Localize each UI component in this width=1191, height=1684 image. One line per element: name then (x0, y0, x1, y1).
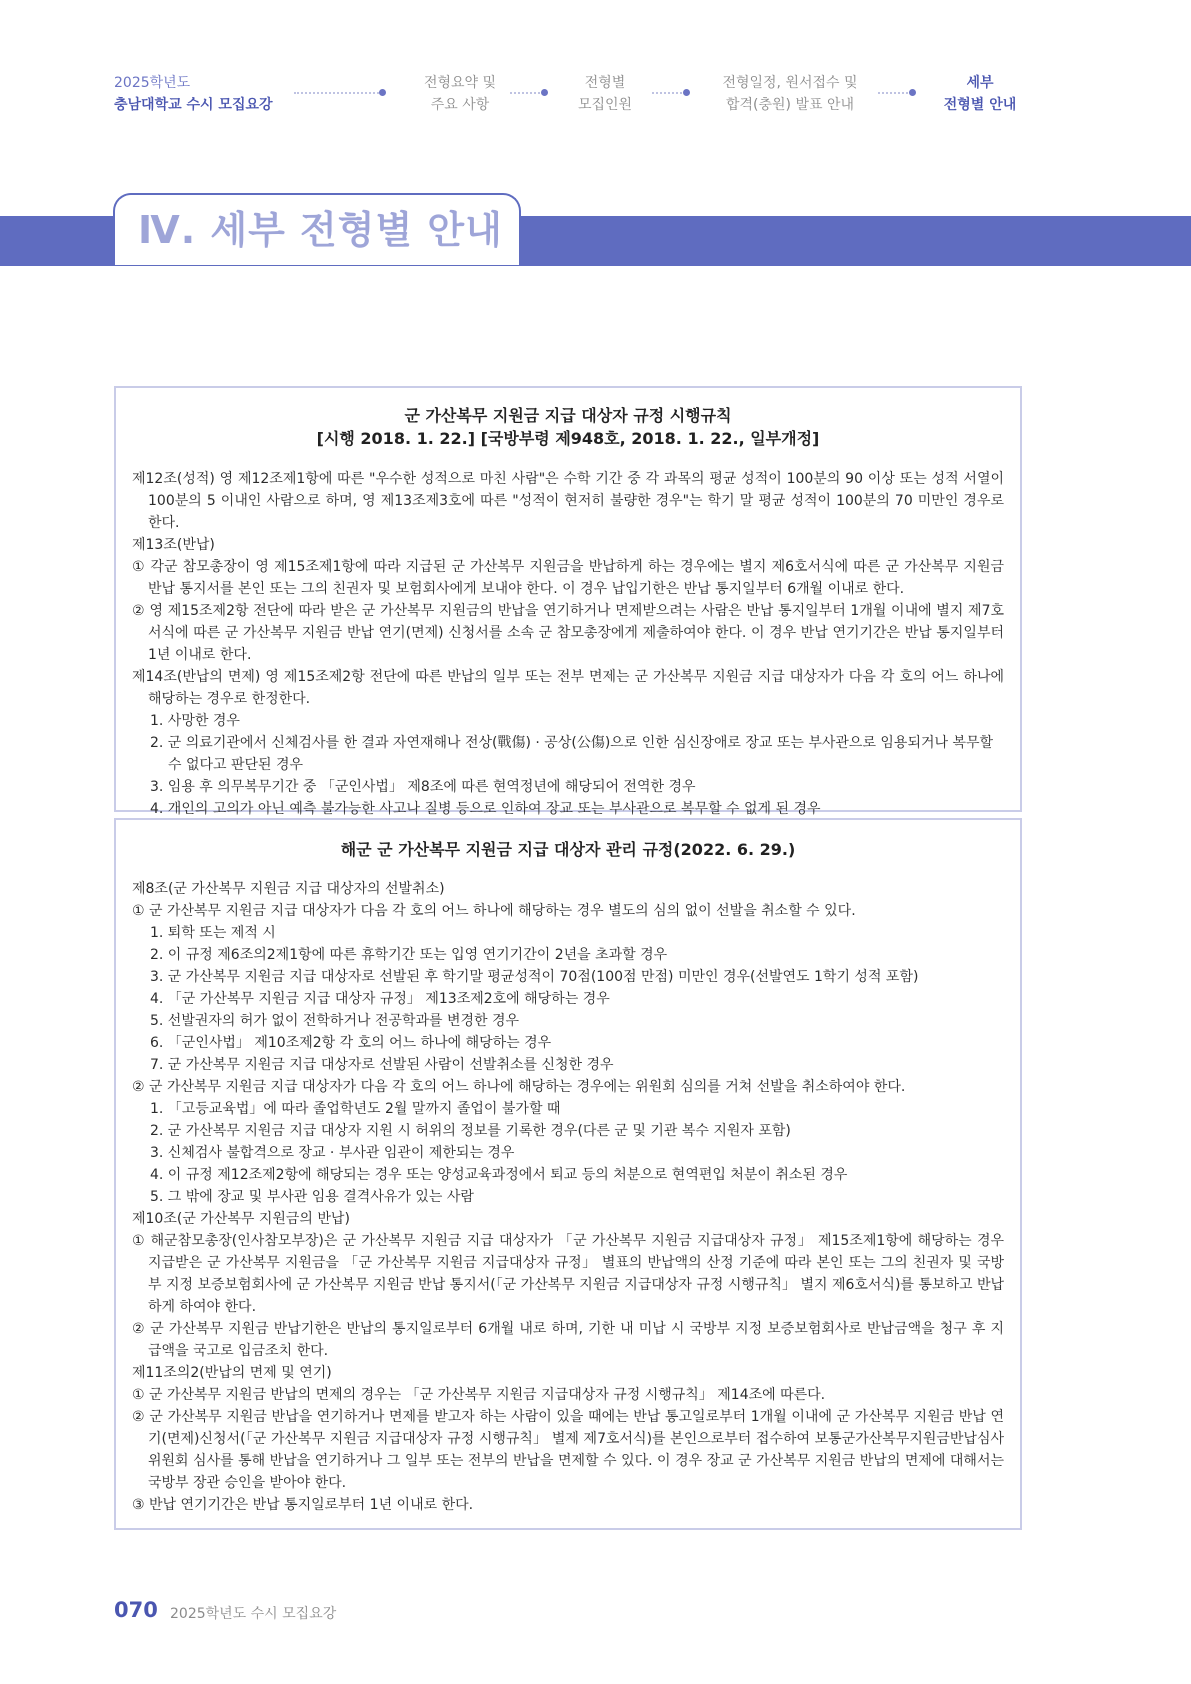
article-heading: 제11조의2(반납의 면제 및 연기) (132, 1365, 332, 1381)
clause-text: ③ 반납 연기기간은 반납 통지일로부터 1년 이내로 한다. (132, 1497, 474, 1513)
nav-step-label: 모집인원 (577, 97, 633, 113)
nav-step-label: 전형요약 및 (423, 75, 497, 91)
nav-step-label: 전형별 (584, 75, 626, 91)
list-item: 5. 선발권자의 허가 없이 전학하거나 전공학과를 변경한 경우 (150, 1013, 520, 1029)
list-item: 6. 「군인사법」 제10조제2항 각 호의 어느 하나에 해당하는 경우 (150, 1035, 552, 1051)
clause-text: ① 각군 참모총장이 영 제15조제1항에 따라 지급된 군 가산복무 지원금을 반납하게 하는 경우에는 별지 제6호서식에 따른 군 가산복무 지원금 반납 통지서를 본인 또는 그의 친권자 및 보험회사에게 보내야 한다. 이 경우 납입기한은 반납 통지일부터 6개월 이내로 한다. (132, 559, 1004, 597)
list-item: 1. 퇴학 또는 제적 시 (150, 925, 276, 941)
list-item: 4. 개인의 고의가 아닌 예측 불가능한 사고나 질병 등으로 인하여 장교 또는 부사관으로 복무할 수 없게 된 경우 (150, 801, 821, 817)
list-item: 3. 임용 후 의무복무기간 중 「군인사법」 제8조에 따른 현역정년에 해당되어 전역한 경우 (150, 779, 696, 795)
list-item: 1. 「고등교육법」에 따라 졸업학년도 2월 말까지 졸업이 불가할 때 (150, 1101, 561, 1117)
list-item: 4. 「군 가산복무 지원금 지급 대상자 규정」 제13조제2호에 해당하는 경우 (150, 991, 610, 1007)
regulation-box-1 (114, 386, 1022, 817)
box2-content (132, 878, 1004, 1516)
box1-subtitle: [시행 2018. 1. 22.] [국방부령 제948호, 2018. 1. 22., 일부개정] (316, 429, 820, 448)
brand-year: 2025학년도 (114, 75, 191, 91)
clause-text: ② 군 가산복무 지원금 반납을 연기하거나 면제를 받고자 하는 사람이 있을 때에는 반납 통고일로부터 1개월 이내에 군 가산복무 지원금 반납 연기(면제)신청서(「군 가산복무 지원금 지급대상자 규정 시행규칙」 별제 제7호서식)를 본인으로부터 접수하여 보통군가산복무지원금반납심사위원회 심사를 통해 반납을 연기하거나 그 일부 또는 전부의 반납을 면제할 수 있다. 이 경우 장교 군 가산복무 지원금 반납의 면제에 대해서는 국방부 장관 승인을 받아야 한다. (132, 1409, 1004, 1491)
article-heading: 제8조(군 가산복무 지원금 지급 대상자의 선발취소) (132, 881, 445, 897)
nav-step-details[interactable] (930, 72, 1030, 116)
footer-label: 2025학년도 수시 모집요강 (170, 1606, 337, 1622)
list-item: 3. 군 가산복무 지원금 지급 대상자로 선발된 후 학기말 평균성적이 70점(100점 만점) 미만인 경우(선발연도 1학기 성적 포함) (150, 969, 919, 985)
box2-title: 해군 군 가산복무 지원금 지급 대상자 관리 규정(2022. 6. 29.) (340, 840, 796, 859)
header-brand (114, 72, 273, 116)
clause-text: ② 군 가산복무 지원금 지급 대상자가 다음 각 호의 어느 하나에 해당하는 경우에는 위원회 심의를 거쳐 선발을 취소하여야 한다. (132, 1079, 906, 1095)
clause-text: ② 영 제15조제2항 전단에 따라 받은 군 가산복무 지원금의 반납을 연기하거나 면제받으려는 사람은 반납 통지일부터 1개월 이내에 별지 제7호서식에 따른 군 가산복무 지원금 반납 연기(면제) 신청서를 소속 군 참모총장에게 제출하여야 한다. 이 경우 반납 연기기간은 반납 통지일부터 1년 이내로 한다. (132, 603, 1004, 663)
page-number: 070 (114, 1598, 158, 1622)
box1-heading (116, 404, 1020, 450)
article-heading: 제13조(반납) (132, 537, 215, 553)
list-item: 2. 이 규정 제6조의2제1항에 따른 휴학기간 또는 입영 연기기간이 2년을 초과할 경우 (150, 947, 668, 963)
nav-step-label: 합격(충원) 발표 안내 (725, 97, 855, 113)
box1-content (132, 468, 1004, 820)
nav-step-schedule[interactable] (706, 72, 874, 116)
list-item: 2. 군 가산복무 지원금 지급 대상자 지원 시 허위의 정보를 기록한 경우(다른 군 및 기관 복수 지원자 포함) (150, 1123, 791, 1139)
nav-connector (510, 92, 544, 94)
clause-text: ② 군 가산복무 지원금 반납기한은 반납의 통지일로부터 6개월 내로 하며, 기한 내 미납 시 국방부 지정 보증보험회사로 반납금액을 청구 후 지급액을 국고로 입금조치 한다. (132, 1321, 1004, 1359)
list-item: 2. 군 의료기관에서 신체검사를 한 결과 자연재해나 전상(戰傷) · 공상(公傷)으로 인한 심신장애로 장교 또는 부사관으로 임용되거나 복무할 수 없다고 판단된 경우 (150, 735, 994, 773)
nav-step-label: 주요 사항 (430, 97, 490, 113)
clause-text: ① 해군참모총장(인사참모부장)은 군 가산복무 지원금 지급 대상자가 「군 가산복무 지원금 지급대상자 규정」 제15조제1항에 해당하는 경우 지급받은 군 가산복무 지원금을 「군 가산복무 지원금 지급대상자 규정」 별표의 반납액의 산정 기준에 따라 본인 또는 그의 친권자 및 국방부 지정 보증보험회사에 군 가산복무 지원금 반납 통지서(「군 가산복무 지원금 지급대상자 규정 시행규칙」 별지 제6호서식)를 통보하고 반납하게 하여야 한다. (132, 1233, 1004, 1315)
list-item: 3. 신체검사 불합격으로 장교 · 부사관 임관이 제한되는 경우 (150, 1145, 515, 1161)
nav-connector (878, 92, 912, 94)
article-heading: 제10조(군 가산복무 지원금의 반납) (132, 1211, 350, 1227)
nav-step-label: 전형별 안내 (943, 97, 1017, 113)
clause-text: ① 군 가산복무 지원금 반납의 면제의 경우는 「군 가산복무 지원금 지급대상자 규정 시행규칙」 제14조에 따른다. (132, 1387, 826, 1403)
clause-text: ① 군 가산복무 지원금 지급 대상자가 다음 각 호의 어느 하나에 해당하는 경우 별도의 심의 없이 선발을 취소할 수 있다. (132, 903, 856, 919)
list-item: 1. 사망한 경우 (150, 713, 240, 729)
brand-title: 충남대학교 수시 모집요강 (114, 97, 273, 113)
nav-connector (294, 92, 382, 94)
box1-title: 군 가산복무 지원금 지급 대상자 규정 시행규칙 (404, 406, 732, 425)
section-title: Ⅳ. 세부 전형별 안내 (138, 208, 503, 252)
regulation-box-2 (114, 818, 1022, 1530)
nav-step-quota[interactable] (560, 72, 650, 116)
nav-connector (652, 92, 686, 94)
nav-step-label: 전형일정, 원서접수 및 (722, 75, 858, 91)
list-item: 4. 이 규정 제12조제2항에 해당되는 경우 또는 양성교육과정에서 퇴교 등의 처분으로 현역편입 처분이 취소된 경우 (150, 1167, 848, 1183)
nav-step-summary[interactable] (400, 72, 520, 116)
nav-step-label: 세부 (966, 75, 994, 91)
article-text: 제12조(성적) 영 제12조제1항에 따른 "우수한 성적으로 마친 사람"은 수학 기간 중 각 과목의 평균 성적이 100분의 90 이상 또는 성적 서열이 100분의 5 이내인 사람으로 하며, 영 제13조제3호에 따른 "성적이 현저히 불량한 경우"는 학기 말 평균 성적이 100분의 70 미만인 경우로 한다. (132, 471, 1004, 531)
article-text: 제14조(반납의 면제) 영 제15조제2항 전단에 따른 반납의 일부 또는 전부 면제는 군 가산복무 지원금 지급 대상자가 다음 각 호의 어느 하나에 해당하는 경우로 한정한다. (132, 669, 1004, 707)
list-item: 5. 그 밖에 장교 및 부사관 임용 결격사유가 있는 사람 (150, 1189, 474, 1205)
list-item: 7. 군 가산복무 지원금 지급 대상자로 선발된 사람이 선발취소를 신청한 경우 (150, 1057, 614, 1073)
